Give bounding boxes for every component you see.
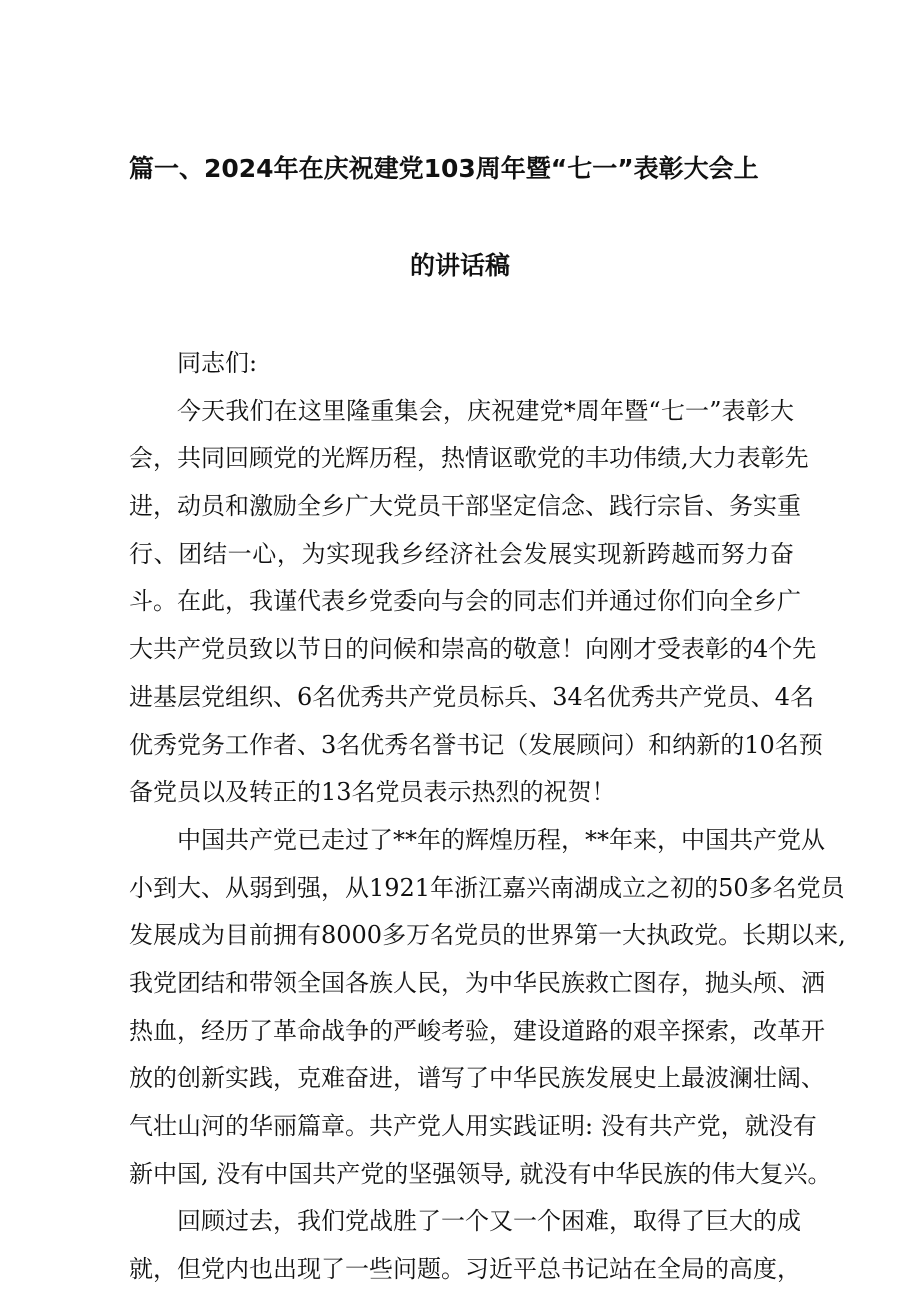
document-body xyxy=(129,340,846,1294)
body-line: 斗。在此，我谨代表乡党委向与会的同志们并通过你们向全乡广 xyxy=(129,587,801,616)
body-line: 新中国, 没有中国共产党的坚强领导, 就没有中华民族的伟大复兴。 xyxy=(129,1159,832,1188)
body-line: 大共产党员致以节日的问候和崇高的敬意！向刚才受表彰的4个先 xyxy=(129,635,817,664)
body-line: 进基层党组织、6名优秀共产党员标兵、34名优秀共产党员、4名 xyxy=(129,682,815,711)
body-line: 备党员以及转正的13名党员表示热烈的祝贺！ xyxy=(129,778,616,807)
body-line: 气壮山河的华丽篇章。共产党人用实践证明: 没有共产党，就没有 xyxy=(129,1112,817,1140)
body-line: 我党团结和带领全国各族人民，为中华民族救亡图存，抛头颅、洒 xyxy=(129,968,825,997)
body-line: 今天我们在这里隆重集会，庆祝建党*周年暨“七一”表彰大 xyxy=(177,396,794,425)
body-line: 放的创新实践，克难奋进，谱写了中华民族发展史上最波澜壮阔、 xyxy=(129,1064,825,1093)
body-line: 中国共产党已走过了**年的辉煌历程，**年来，中国共产党从 xyxy=(177,825,825,854)
body-line: 小到大、从弱到强，从1921年浙江嘉兴南湖成立之初的50多名党员 xyxy=(129,873,845,902)
body-line: 回顾过去，我们党战胜了一个又一个困难，取得了巨大的成 xyxy=(177,1207,801,1236)
body-line: 行、团结一心，为实现我乡经济社会发展实现新跨越而努力奋 xyxy=(129,539,794,568)
body-line: 会，共同回顾党的光辉历程，热情讴歌党的丰功伟绩,大力表彰先 xyxy=(129,444,809,473)
body-line: 进，动员和激励全乡广大党员干部坚定信念、践行宗旨、务实重 xyxy=(129,492,801,521)
document-title-line-2: 的讲话稿 xyxy=(409,251,510,280)
body-line: 优秀党务工作者、3名优秀名誉书记（发展顾问）和纳新的10名预 xyxy=(129,730,823,759)
body-line: 就，但党内也出现了一些问题。习近平总书记站在全局的高度， xyxy=(129,1255,801,1284)
body-line: 热血，经历了革命战争的严峻考验，建设道路的艰辛探索，改革开 xyxy=(129,1016,825,1045)
salutation: 同志们: xyxy=(177,349,258,377)
document-title-line-1: 篇一、2024年在庆祝建党103周年暨“七一”表彰大会上 xyxy=(129,154,759,183)
body-line: 发展成为目前拥有8000多万名党员的世界第一大执政党。长期以来, xyxy=(129,921,846,950)
